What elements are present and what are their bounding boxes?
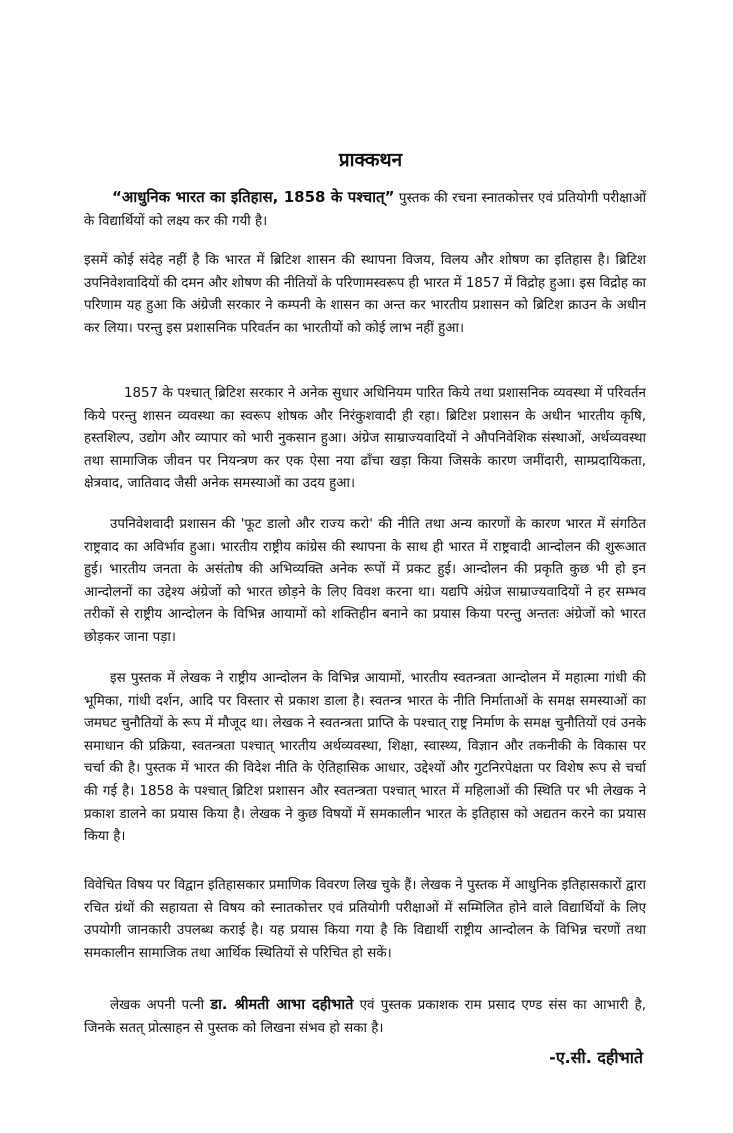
paragraph-4 xyxy=(84,668,646,849)
wife-name: डा. श्रीमती आभा दहीभाते xyxy=(210,997,354,1013)
paragraph-2 xyxy=(84,383,646,496)
intro-text: पुस्तक की रचना स्नातकोत्तर एवं प्रतियोगी परीक्षाओं के विद्यार्थियों को लक्ष्य कर की गयी है। xyxy=(84,191,647,229)
paragraph-2-text: 1857 के पश्चात् ब्रिटिश सरकार ने अनेक सुधार अधिनियम पारित किये तथा प्रशासनिक व्यवस्था में परिवर्तन किये परन्तु शासन व्यवस्था का स्वरूप शोषक और निरंकुशवादी ही रहा। ब्रिटिश प्रशासन के अधीन भारतीय कृषि, हस्तशिल्प, उद्योग और व्यापार को भारी नुकसान हुआ। अंग्रेज साम्राज्यवादियों ने औपनिवेशिक संस्थाओं, अर्थव्यवस्था तथा सामाजिक जीवन पर नियन्त्रण कर एक ऐसा नया ढाँचा खड़ा किया जिसके कारण जमींदारी, साम्प्रदायिकता, क्षेत्रवाद, जातिवाद जैसी अनेक समस्याओं का उदय हुआ। xyxy=(84,386,646,492)
paragraph-1-text: इसमें कोई संदेह नहीं है कि भारत में ब्रिटिश शासन की स्थापना विजय, विलय और शोषण का इतिहास है। ब्रिटिश उपनिवेशवादियों की दमन और शोषण की नीतियों के परिणामस्वरूप ही भारत में 1857 में विद्रोह हुआ। इस विद्रोह का परिणाम यह हुआ कि अंग्रेजी सरकार ने कम्पनी के शासन का अन्त कर भारतीय प्रशासन को ब्रिटिश क्राउन के अधीन कर लिया। परन्तु इस प्रशासनिक परिवर्तन का भारतीयों को कोई लाभ नहीं हुआ। xyxy=(84,253,646,336)
acknowledgement-paragraph xyxy=(84,994,646,1040)
paragraph-4-text: इस पुस्तक में लेखक ने राष्ट्रीय आन्दोलन के विभिन्न आयामों, भारतीय स्वतन्त्रता आन्दोलन में महात्मा गांधी की भूमिका, गांधी दर्शन, आदि पर विस्तार से प्रकाश डाला है। स्वतन्त्र भारत के नीति निर्माताओं के समक्ष समस्याओं का जमघट चुनौतियों के रूप में मौजूद था। लेखक ने स्वतन्त्रता प्राप्ति के पश्चात् राष्ट्र निर्माण के समक्ष चुनौतियों एवं उनके समाधान की प्रक्रिया, स्वतन्त्रता पश्चात् भारतीय अर्थव्यवस्था, शिक्षा, स्वास्थ्य, विज्ञान और तकनीकी के विकास पर चर्चा की है। पुस्तक में भारत की विदेश नीति के ऐतिहासिक आधार, उद्देश्यों और गुटनिरपेक्षता पर विशेष रूप से चर्चा की गई है। 1858 के पश्चात् ब्रिटिश प्रशासन और स्वतन्त्रता पश्चात् भारत में महिलाओं की स्थिति पर भी लेखक ने प्रकाश डालने का प्रयास किया है। लेखक ने कुछ विषयों में समकालीन भारत के इतिहास को अद्यतन करने का प्रयास किया है। xyxy=(84,671,646,845)
author-signature: -ए.सी. दहीभाते xyxy=(549,1048,643,1067)
paragraph-1 xyxy=(84,250,646,340)
ack-after: एवं पुस्तक प्रकाशक राम प्रसाद एण्ड संस का आभारी है, जिनके सतत् प्रोत्साहन से पुस्तक को लिखना संभव हो सका है। xyxy=(84,998,646,1036)
paragraph-3 xyxy=(84,514,646,650)
intro-paragraph xyxy=(84,186,646,233)
paragraph-5 xyxy=(84,875,646,965)
page-title: प्राक्कथन xyxy=(338,149,403,171)
ack-before: लेखक अपनी पत्नी xyxy=(110,998,211,1013)
paragraph-5-text: विवेचित विषय पर विद्वान इतिहासकार प्रमाणिक विवरण लिख चुके हैं। लेखक ने पुस्तक में आधुनिक इतिहासकारों द्वारा रचित ग्रंथों की सहायता से विषय को स्नातकोत्तर एवं प्रतियोगी परीक्षाओं में सम्मिलित होने वाले विद्यार्थियों के लिए उपयोगी जानकारी उपलब्ध कराई है। यह प्रयास किया गया है कि विद्यार्थी राष्ट्रीय आन्दोलन के विभिन्न चरणों तथा समकालीन सामाजिक तथा आर्थिक स्थितियों से परिचित हो सकें। xyxy=(84,878,646,961)
book-title: “आधुनिक भारत का इतिहास, 1858 के पश्चात्” xyxy=(112,188,395,206)
paragraph-3-text: उपनिवेशवादी प्रशासन की 'फूट डालो और राज्य करो' की नीति तथा अन्य कारणों के कारण भारत में संगठित राष्ट्रवाद का अविर्भाव हुआ। भारतीय राष्ट्रीय कांग्रेस की स्थापना के साथ ही भारत में राष्ट्रवादी आन्दोलन की शुरूआत हुई। भारतीय जनता के असंतोष की अभिव्यक्ति अनेक रूपों में प्रकट हुई। आन्दोलन की प्रकृति कुछ भी हो इन आन्दोलनों का उद्देश्य अंग्रेजों को भारत छोड़ने के लिए विवश करना था। यद्यपि अंग्रेज साम्राज्यवादियों ने हर सम्भव तरीकों से राष्ट्रीय आन्दोलन के विभिन्न आयामों को शक्तिहीन बनाने का प्रयास किया परन्तु अन्ततः अंग्रेजों को भारत छोड़कर जाना पड़ा। xyxy=(84,517,646,645)
